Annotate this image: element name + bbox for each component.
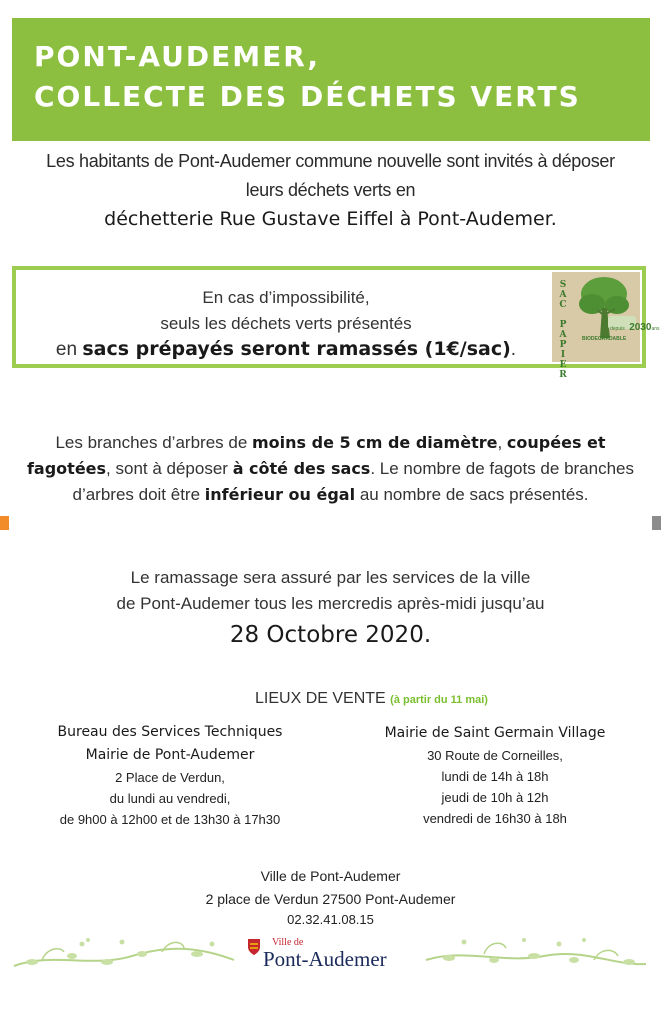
branches-bold-2: coupées et fagotées [26,433,606,478]
bag-vertical-text: S A C P A P I E R [559,280,567,380]
venue-left-hours: de 9h00 à 12h00 et de 13h30 à 17h30 [59,812,281,827]
intro-location: déchetterie Rue Gustave Eiffel à Pont-Audemer. [104,208,557,230]
branches-text-4: . Le nombre de fagots de branches d’arbres doit être [72,459,635,504]
branches-text-2: , [497,433,507,452]
prepaid-bags-box [12,266,646,368]
right-edge-marker [652,516,661,530]
impossibility-line-3 [16,338,556,361]
left-vine-ornament [12,930,237,976]
branches-bold-4: inférieur ou égal [204,485,356,504]
branches-text-1: Les branches d’arbres de [55,433,252,452]
paper-bag-image [552,272,660,380]
collection-line-2: de Pont-Audemer tous les mercredis après-midi jusqu’au [116,594,545,613]
venue-left-days: du lundi au vendredi, [109,791,231,806]
sales-points-title: LIEUX DE VENTE [255,690,386,707]
intro-line-1: Les habitants de Pont-Audemer commune nouvelle sont invités à déposer [46,151,615,171]
logo-name-text: Pont-Audemer [263,947,387,971]
branches-text-3: , sont à déposer [106,459,233,478]
bag-badge-small: depuis [610,326,625,332]
collection-line-1: Le ramassage sera assuré par les services de la ville [130,568,531,587]
right-vine-ornament [424,930,649,976]
impossibility-line-2: seuls les déchets verts présentés [160,314,412,333]
logo-small-text: Ville de [272,937,304,948]
branches-bold-1: moins de 5 cm de diamètre [252,433,498,452]
collection-end-date: 28 Octobre 2020. [229,622,432,648]
venue-left-name-1: Bureau des Services Techniques [57,724,283,740]
coat-of-arms-icon [247,938,261,956]
banner-title-line-2: COLLECTE DES DÉCHETS VERTS [34,80,581,113]
venue-left-name-2: Mairie de Pont-Audemer [85,747,255,763]
venue-technical-services [10,721,330,830]
bag-bottom-text: BIODEGRADABLE [582,336,627,342]
footer-phone: 02.32.41.08.15 [287,912,374,927]
bag-badge-suffix: ans [651,326,660,332]
venue-right-hours-2: jeudi de 10h à 12h [441,790,549,805]
bag-badge [610,317,660,335]
title-banner [12,18,650,141]
venue-right-hours-3: vendredi de 16h30 à 18h [423,811,567,826]
footer-city: Ville de Pont-Audemer [260,868,401,884]
pont-audemer-logo [245,934,425,976]
sales-points-heading [255,690,488,708]
footer-address: 2 place de Verdun 27500 Pont-Audemer [205,891,456,907]
impossibility-prefix: en [55,339,83,360]
impossibility-suffix: . [510,339,517,360]
branches-text-5: au nombre de sacs présentés. [355,485,589,504]
venue-left-address: 2 Place de Verdun, [115,770,225,785]
banner-title-line-1: PONT-AUDEMER, [34,40,320,73]
branches-bold-3: à côté des sacs [232,459,371,478]
venue-right-address: 30 Route de Corneilles, [427,748,563,763]
intro-line-2: leurs déchets verts en [245,180,416,200]
venue-right-hours-1: lundi de 14h à 18h [441,769,549,784]
bag-badge-number: 2030 [629,322,652,333]
prepaid-bags-emphasis: sacs prépayés seront ramassés (1€/sac) [82,338,511,360]
left-edge-marker [0,516,9,530]
branches-paragraph [20,430,641,508]
sales-points-note: (à partir du 11 mai) [390,694,488,706]
venue-saint-germain [340,722,650,829]
impossibility-line-1: En cas d’impossibilité, [202,288,370,307]
venue-right-name: Mairie de Saint Germain Village [384,725,606,741]
